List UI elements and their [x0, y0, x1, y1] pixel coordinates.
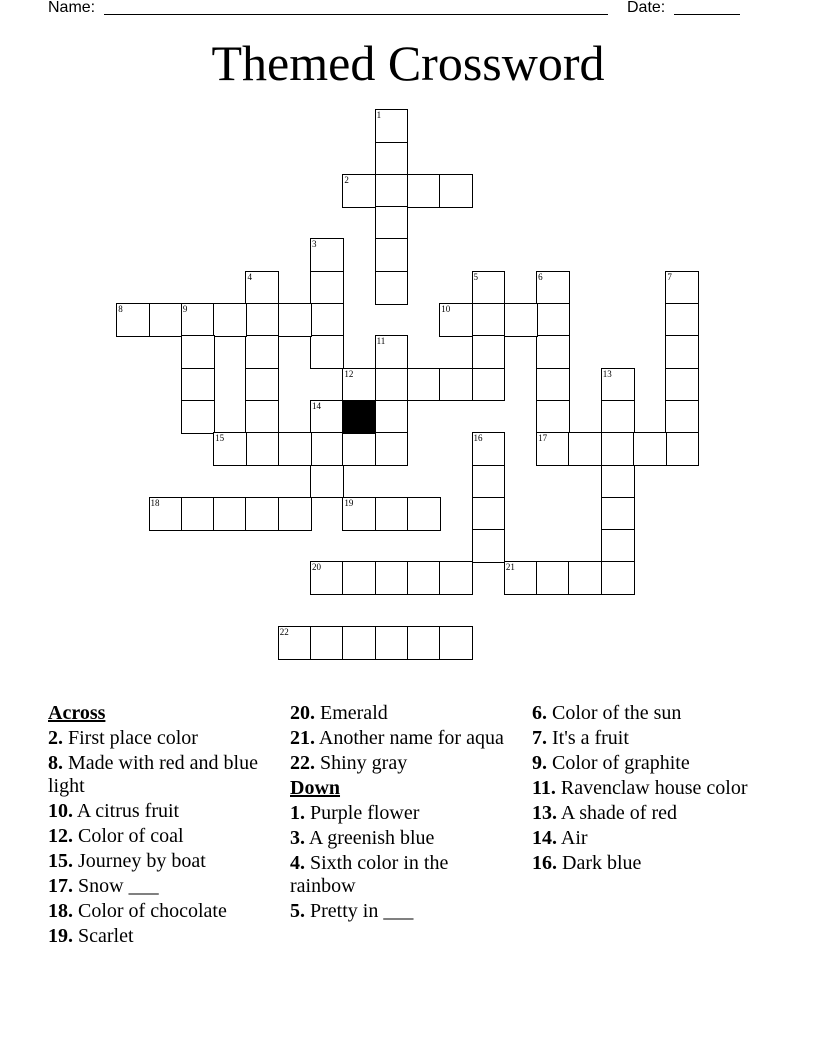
grid-cell[interactable] [342, 174, 376, 208]
grid-cell[interactable] [665, 400, 699, 434]
clue-text: Color of coal [78, 825, 184, 847]
grid-cell[interactable] [568, 432, 602, 466]
grid-cell[interactable] [181, 368, 215, 402]
grid-cell[interactable] [375, 142, 409, 176]
clue-number-label: 12 [344, 368, 354, 379]
grid-cell[interactable] [342, 497, 376, 531]
clue-across-18 [48, 900, 273, 923]
grid-cell[interactable] [472, 335, 506, 369]
clue-across-8 [48, 752, 273, 798]
clue-down-7 [532, 727, 762, 750]
grid-cell[interactable] [375, 238, 409, 272]
grid-cell[interactable] [342, 561, 376, 595]
grid-cell[interactable] [504, 303, 538, 337]
grid-cell[interactable] [342, 432, 376, 466]
clue-across-22 [290, 752, 515, 775]
grid-cell[interactable] [278, 303, 312, 337]
clue-number-label: 19 [344, 497, 354, 508]
grid-cell[interactable] [536, 271, 570, 305]
grid-cell[interactable] [472, 368, 506, 402]
clue-down-14 [532, 827, 762, 850]
grid-cell[interactable] [245, 335, 279, 369]
clue-number: 10. [48, 800, 73, 822]
grid-cell[interactable] [536, 335, 570, 369]
clue-number: 9. [532, 752, 547, 774]
grid-cell[interactable] [375, 335, 409, 369]
grid-cell[interactable] [245, 497, 279, 531]
grid-cell[interactable] [149, 497, 183, 531]
clue-down-3 [290, 827, 515, 850]
clue-number-label: 9 [182, 304, 188, 315]
grid-cell[interactable] [665, 432, 699, 466]
grid-cell[interactable] [601, 497, 635, 531]
clue-number: 19. [48, 925, 73, 947]
clue-number-label: 16 [473, 433, 483, 444]
grid-cell[interactable] [375, 271, 409, 305]
clue-down-13 [532, 802, 762, 825]
clue-text: Dark blue [562, 852, 642, 874]
clues-column-1 [48, 702, 273, 950]
clue-number-label: 22 [279, 627, 289, 638]
clue-text: First place color [68, 727, 198, 749]
grid-cell[interactable] [181, 497, 215, 531]
clue-number-label: 7 [667, 271, 672, 282]
grid-cell[interactable] [278, 497, 312, 531]
grid-cell[interactable] [601, 400, 635, 434]
grid-cell[interactable] [472, 465, 506, 499]
grid-cell[interactable] [342, 368, 376, 402]
grid-cell[interactable] [375, 206, 409, 240]
grid-cell[interactable] [472, 303, 506, 337]
clue-down-5 [290, 900, 515, 923]
clue-number-label: 10 [441, 304, 451, 315]
grid-cell[interactable] [310, 400, 344, 434]
clue-text: Emerald [320, 702, 388, 724]
clue-number-label: 1 [376, 110, 382, 121]
clue-number: 18. [48, 900, 73, 922]
grid-cell[interactable] [472, 432, 506, 466]
grid-cell[interactable] [536, 368, 570, 402]
clue-number: 3. [290, 827, 305, 849]
clue-number: 21. [290, 727, 315, 749]
date-label: Date: [627, 0, 666, 16]
clue-number-label: 5 [473, 271, 479, 282]
clue-number-label: 11 [376, 336, 386, 347]
grid-cell[interactable] [278, 626, 312, 660]
grid-cell[interactable] [375, 626, 409, 660]
grid-cell[interactable] [601, 529, 635, 563]
grid-cell[interactable] [375, 368, 409, 402]
grid-cell[interactable] [472, 271, 506, 305]
clue-across-15 [48, 850, 273, 873]
clue-number-label: 13 [602, 368, 612, 379]
grid-cell[interactable] [375, 400, 409, 434]
clue-across-21 [290, 727, 515, 750]
clue-number: 17. [48, 875, 73, 897]
grid-cell[interactable] [245, 271, 279, 305]
clue-text: Purple flower [310, 802, 420, 824]
grid-cell[interactable] [310, 432, 344, 466]
clue-down-16 [532, 852, 762, 875]
clue-text: Scarlet [78, 925, 134, 947]
grid-cell[interactable] [601, 465, 635, 499]
grid-cell[interactable] [665, 303, 699, 337]
clue-text: Journey by boat [78, 850, 206, 872]
clue-text: A greenish blue [308, 827, 435, 849]
clue-text: Made with red and blue light [48, 752, 258, 797]
down-heading: Down [290, 777, 341, 799]
grid-cell[interactable] [439, 303, 473, 337]
clue-number: 16. [532, 852, 557, 874]
grid-cell[interactable] [407, 174, 441, 208]
clues-column-3 [532, 702, 762, 877]
clue-number-label: 4 [247, 271, 252, 282]
clue-number: 22. [290, 752, 315, 774]
clue-text: Color of chocolate [78, 900, 227, 922]
grid-cell[interactable] [601, 432, 635, 466]
clue-number: 11. [532, 777, 556, 799]
clue-across-10 [48, 800, 273, 823]
grid-cell[interactable] [181, 400, 215, 434]
clue-text: Color of graphite [552, 752, 690, 774]
grid-cell[interactable] [568, 561, 602, 595]
grid-cell[interactable] [665, 271, 699, 305]
grid-cell[interactable] [633, 432, 667, 466]
grid-cell[interactable] [439, 561, 473, 595]
grid-cell[interactable] [213, 303, 247, 337]
clue-across-12 [48, 825, 273, 848]
clue-text: It's a fruit [552, 727, 629, 749]
grid-cell[interactable] [536, 432, 570, 466]
clue-number: 8. [48, 752, 63, 774]
clue-text: Snow ___ [78, 875, 159, 897]
grid-cell[interactable] [601, 561, 635, 595]
clue-number: 20. [290, 702, 315, 724]
grid-cell[interactable] [310, 335, 344, 369]
grid-cell[interactable] [375, 497, 409, 531]
grid-cell[interactable] [375, 561, 409, 595]
grid-cell[interactable] [310, 271, 344, 305]
grid-cell[interactable] [536, 303, 570, 337]
across-heading: Across [48, 702, 106, 724]
grid-cell[interactable] [213, 432, 247, 466]
grid-cell[interactable] [375, 109, 409, 143]
clue-number: 6. [532, 702, 547, 724]
grid-cell[interactable] [310, 303, 344, 337]
grid-cell[interactable] [439, 368, 473, 402]
grid-cell[interactable] [278, 432, 312, 466]
clue-down-11 [532, 777, 762, 800]
clue-number: 2. [48, 727, 63, 749]
clue-number-label: 15 [215, 433, 225, 444]
clue-text: Air [560, 827, 588, 849]
clue-across-2 [48, 727, 273, 750]
clue-number: 15. [48, 850, 73, 872]
grid-cell[interactable] [245, 368, 279, 402]
clue-across-17 [48, 875, 273, 898]
grid-cell[interactable] [213, 497, 247, 531]
clue-number-label: 17 [538, 433, 548, 444]
clue-number: 12. [48, 825, 73, 847]
clue-text: A citrus fruit [76, 800, 180, 822]
clue-across-19 [48, 925, 273, 948]
clue-text: Sixth color in the rainbow [290, 852, 449, 897]
clue-number-label: 3 [312, 239, 317, 250]
grid-cell[interactable] [310, 238, 344, 272]
clue-number: 7. [532, 727, 547, 749]
clue-across-20 [290, 702, 515, 725]
clue-number: 5. [290, 900, 305, 922]
grid-cell[interactable] [439, 174, 473, 208]
clue-number-label: 8 [118, 304, 123, 315]
clue-number-label: 21 [505, 562, 515, 573]
clue-down-9 [532, 752, 762, 775]
clue-down-6 [532, 702, 762, 725]
clue-number-label: 20 [312, 562, 322, 573]
grid-cell[interactable] [407, 368, 441, 402]
grid-cell[interactable] [665, 335, 699, 369]
grid-cell[interactable] [310, 465, 344, 499]
clue-number-label: 2 [344, 174, 349, 185]
clue-number: 13. [532, 802, 557, 824]
grid-cell[interactable] [407, 497, 441, 531]
grid-cell[interactable] [504, 561, 538, 595]
grid-cell[interactable] [472, 529, 506, 563]
grid-cell[interactable] [310, 561, 344, 595]
clue-down-4 [290, 852, 515, 898]
grid-cell[interactable] [439, 626, 473, 660]
clue-text: Pretty in ___ [310, 900, 414, 922]
grid-cell[interactable] [536, 400, 570, 434]
grid-cell[interactable] [116, 303, 150, 337]
grid-cell[interactable] [149, 303, 183, 337]
clue-number-label: 18 [150, 497, 160, 508]
grid-cell[interactable] [472, 497, 506, 531]
name-label: Name: [48, 0, 96, 16]
grid-cell[interactable] [245, 400, 279, 434]
grid-cell[interactable] [181, 335, 215, 369]
grid-cell[interactable] [310, 626, 344, 660]
clue-number-label: 6 [538, 271, 543, 282]
grid-cell[interactable] [536, 561, 570, 595]
grid-cell[interactable] [601, 368, 635, 402]
grid-cell[interactable] [245, 303, 279, 337]
grid-cell[interactable] [245, 432, 279, 466]
grid-cell[interactable] [407, 626, 441, 660]
clue-number-label: 14 [312, 400, 322, 411]
grid-cell[interactable] [407, 561, 441, 595]
grid-cell[interactable] [181, 303, 215, 337]
clue-text: Ravenclaw house color [560, 777, 748, 799]
grid-cell[interactable] [665, 368, 699, 402]
clue-number: 4. [290, 852, 305, 874]
page-title: Themed Crossword [211, 35, 605, 91]
grid-cell[interactable] [375, 432, 409, 466]
clue-text: A shade of red [560, 802, 677, 824]
clues-column-2 [290, 702, 515, 925]
grid-cell[interactable] [342, 626, 376, 660]
clue-down-1 [290, 802, 515, 825]
grid-cell[interactable] [375, 174, 409, 208]
clue-number: 14. [532, 827, 557, 849]
clue-text: Color of the sun [552, 702, 682, 724]
clue-number: 1. [290, 802, 305, 824]
black-cell [342, 400, 376, 434]
clue-text: Another name for aqua [318, 727, 504, 749]
clue-text: Shiny gray [320, 752, 408, 774]
